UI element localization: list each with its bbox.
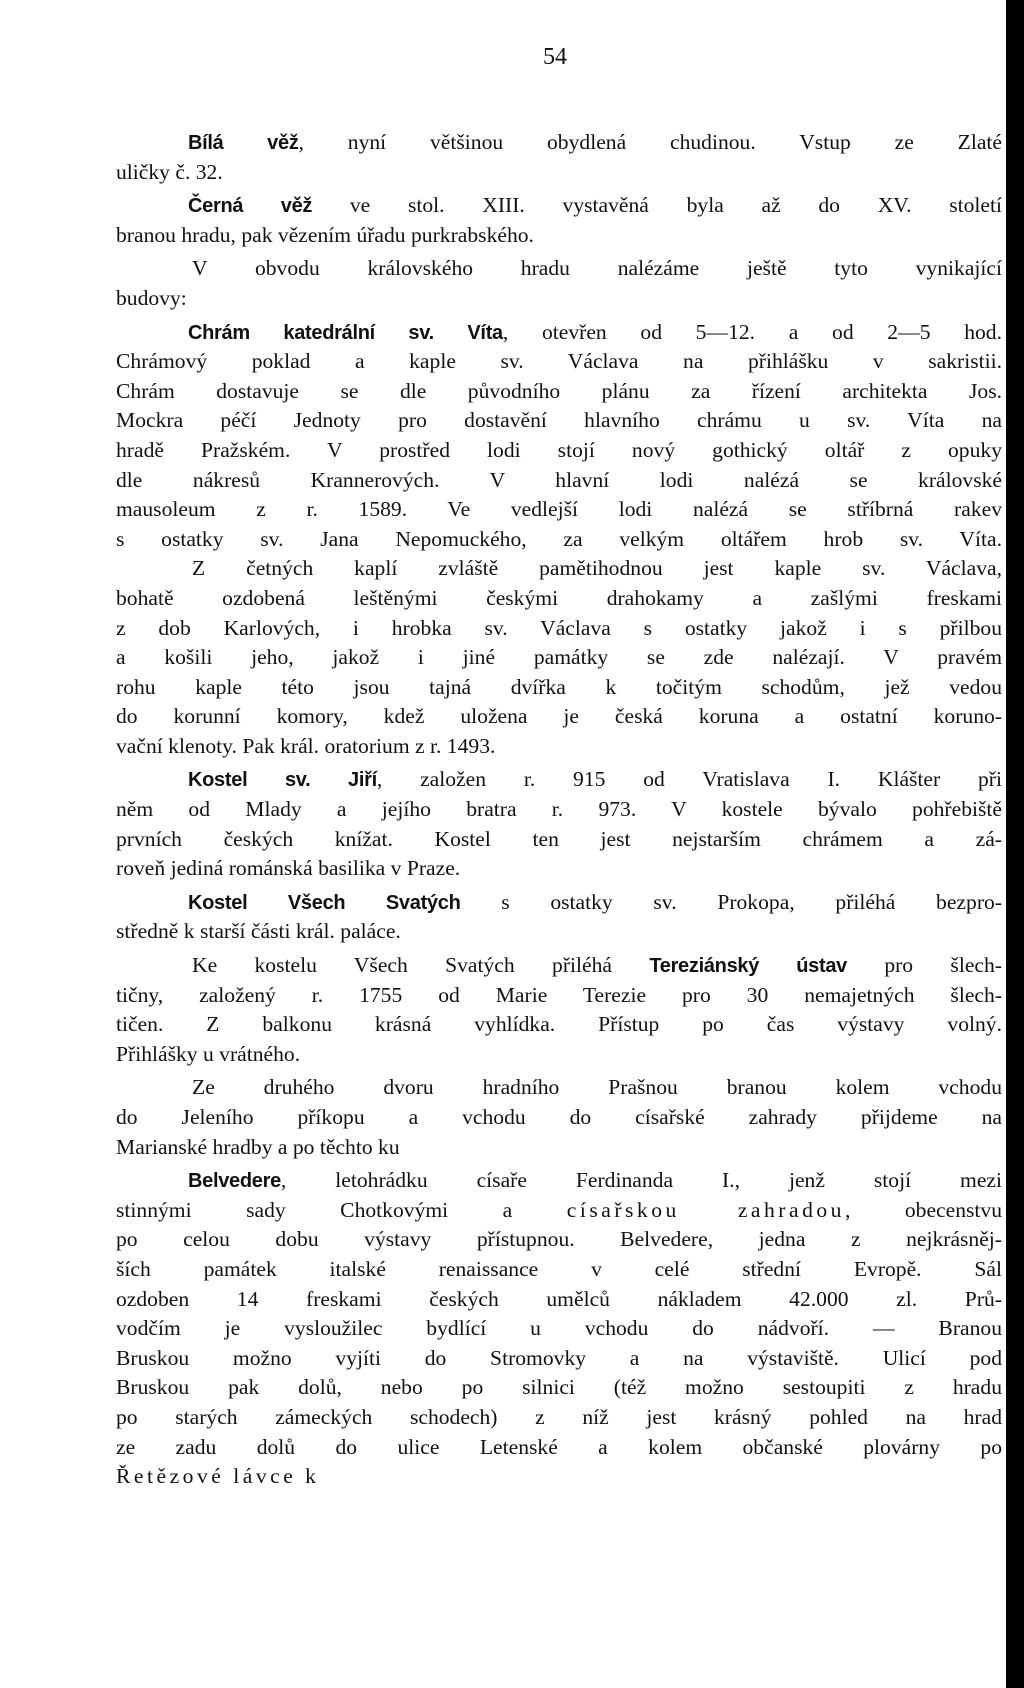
section-heading: Belvedere [188, 1170, 281, 1193]
text-line [116, 254, 1002, 284]
text-line [116, 1040, 1002, 1070]
text-segment: , obecenstvu [844, 1197, 1003, 1222]
text-line [116, 1225, 1002, 1255]
text-segment: uličky č. 32. [116, 159, 223, 184]
section-heading: Kostel Všech Svatých [188, 891, 461, 914]
text-segment: Mockra péčí Jednoty pro dostavění hlavního chrámu u sv. Víta na [116, 408, 1002, 433]
text-line [116, 825, 1002, 855]
text-line [116, 702, 1002, 732]
text-segment: s ostatky sv. Jana Nepomuckého, za velkým oltářem hrob sv. Víta. [116, 526, 1002, 551]
text-segment: do korunní komory, kdež uložena je česká koruna a ostatní koruno- [116, 704, 1002, 729]
text-line [116, 951, 1002, 981]
text-line [116, 466, 1002, 496]
text-segment: Z četných kaplí zvláště pamětihodnou jest kaple sv. Václava, [192, 556, 1002, 581]
text-segment: ze zadu dolů do ulice Letenské a kolem občanské plovárny po [116, 1434, 1002, 1459]
text-segment: Bruskou pak dolů, nebo po silnici (též možno sestoupiti z hradu [116, 1375, 1002, 1400]
text-line [116, 643, 1002, 673]
text-segment: dle nákresů Krannerových. V hlavní lodi nalézá se královské [116, 467, 1002, 492]
text-line [116, 765, 1002, 795]
text-line [116, 284, 1002, 314]
text-line [116, 854, 1002, 884]
text-segment: vační klenoty. Pak král. oratorium z r. 1493. [116, 733, 496, 758]
text-line [116, 1462, 1002, 1492]
text-line [116, 1255, 1002, 1285]
text-segment: stinnými sady Chotkovými a [116, 1197, 567, 1222]
text-segment: po starých zámeckých schodech) z níž jest krásný pohled na hrad [116, 1404, 1002, 1429]
text-line [116, 128, 1002, 158]
text-line [116, 888, 1002, 918]
text-segment: , otevřen od 5—12. a od 2—5 hod. [502, 319, 1002, 344]
text-line [116, 191, 1002, 221]
text-segment: , založen r. 915 od Vratislava I. Klášter při [376, 767, 1002, 792]
text-line [116, 584, 1002, 614]
text-line [116, 436, 1002, 466]
text-line [116, 981, 1002, 1011]
text-segment: Bruskou možno vyjíti do Stromovky a na výstaviště. Ulicí pod [116, 1345, 1002, 1370]
text-segment: mausoleum z r. 1589. Ve vedlejší lodi nalézá se stříbrná rakev [116, 497, 1002, 522]
text-segment: pro šlech- [846, 953, 1002, 978]
text-line [116, 1103, 1002, 1133]
text-segment: roveň jediná románská basilika v Praze. [116, 856, 461, 881]
text-line [116, 1010, 1002, 1040]
text-line [116, 495, 1002, 525]
text-segment: Chrám dostavuje se dle původního plánu za řízení architekta Jos. [116, 378, 1002, 403]
text-segment: Chrámový poklad a kaple sv. Václava na přihlášku v sakristii. [116, 349, 1002, 374]
text-line [116, 221, 1002, 251]
section-heading: Chrám katedrální sv. Víta [188, 321, 503, 344]
section-heading: Černá věž [188, 195, 313, 218]
text-segment: rohu kaple této jsou tajná dvířka k točitým schodům, jež vedou [116, 674, 1002, 699]
text-segment: prvních českých knížat. Kostel ten jest nejstarším chrámem a zá- [116, 826, 1002, 851]
text-line [116, 1373, 1002, 1403]
page-number: 54 [543, 44, 567, 70]
text-line [116, 377, 1002, 407]
text-segment: bohatě ozdobená leštěnými českými drahokamy a zašlými freskami [116, 585, 1002, 610]
text-segment: a košili jeho, jakož i jiné památky se zde nalézají. V pravém [116, 645, 1002, 670]
text-segment: do Jeleního příkopu a vchodu do císařské zahrady přijdeme na [116, 1105, 1002, 1129]
text-segment: ších památek italské renaissance v celé střední Evropě. Sál [116, 1256, 1002, 1281]
text-line [116, 1285, 1002, 1315]
section-heading: Bílá věž [188, 132, 299, 154]
text-segment: Ke kostelu Všech Svatých přiléhá [192, 953, 650, 978]
text-line [116, 614, 1002, 644]
text-segment: z dob Karlových, i hrobka sv. Václava s ostatky jakož i s přilbou [116, 615, 1002, 640]
text-line [116, 1073, 1002, 1103]
text-segment: Přihlášky u vrátného. [116, 1041, 301, 1066]
text-line [116, 406, 1002, 436]
text-segment: tičen. Z balkonu krásná vyhlídka. Přístup po čas výstavy volný. [116, 1012, 1002, 1037]
text-segment: tičny, založený r. 1755 od Marie Terezie pro 30 nemajetných šlech- [116, 982, 1002, 1007]
text-line [116, 732, 1002, 762]
text-line [116, 525, 1002, 555]
text-line [116, 318, 1002, 348]
text-segment: V obvodu královského hradu nalézáme ještě tyto vynikající [192, 256, 1002, 281]
section-heading: Tereziánský ústav [649, 955, 847, 978]
text-segment: budovy: [116, 285, 187, 310]
text-line [116, 347, 1002, 377]
text-line [116, 1166, 1002, 1196]
text-segment: branou hradu, pak vězením úřadu purkrabského. [116, 222, 534, 247]
text-line [116, 1196, 1002, 1226]
text-segment: něm od Mlady a jejího bratra r. 973. V kostele bývalo pohřebiště [116, 797, 1002, 822]
text-line [116, 1344, 1002, 1374]
text-line [116, 673, 1002, 703]
text-segment: hradě Pražském. V prostřed lodi stojí nový gothický oltář z opuky [116, 437, 1002, 462]
text-segment: vodčím je vysloužilec bydlící u vchodu do nádvoří. — Branou [116, 1316, 1002, 1341]
text-segment: Marianské hradby a po těchto ku [116, 1134, 400, 1159]
text-line [116, 917, 1002, 947]
text-segment: Řetězové lávce k [116, 1464, 320, 1489]
scan-edge-shadow [1006, 0, 1024, 1688]
text-line [116, 554, 1002, 584]
text-line [116, 1433, 1002, 1463]
text-line [116, 1133, 1002, 1163]
text-segment: ozdoben 14 freskami českých umělců nákladem 42.000 zl. Prů- [116, 1286, 1002, 1311]
text-segment: středně k starší části král. paláce. [116, 919, 401, 944]
text-segment: ve stol. XIII. vystavěná byla až do XV. století [312, 193, 1003, 218]
text-line [116, 1403, 1002, 1433]
text-segment: Ze druhého dvoru hradního Prašnou branou kolem vchodu [192, 1075, 1002, 1100]
text-line [116, 795, 1002, 825]
text-line [116, 158, 1002, 188]
page-text [116, 128, 1002, 1492]
section-heading: Kostel sv. Jiří [188, 769, 377, 792]
text-segment: , nyní většinou obydlená chudinou. Vstup ze Zlaté [298, 130, 1002, 154]
text-segment: císařskou zahradou [566, 1197, 845, 1222]
text-line [116, 1314, 1002, 1344]
text-segment: po celou dobu výstavy přístupnou. Belvedere, jedna z nejkrásněj- [116, 1227, 1002, 1252]
text-segment: , letohrádku císaře Ferdinanda I., jenž stojí mezi [280, 1168, 1002, 1193]
text-segment: s ostatky sv. Prokopa, přiléhá bezpro- [460, 889, 1002, 914]
